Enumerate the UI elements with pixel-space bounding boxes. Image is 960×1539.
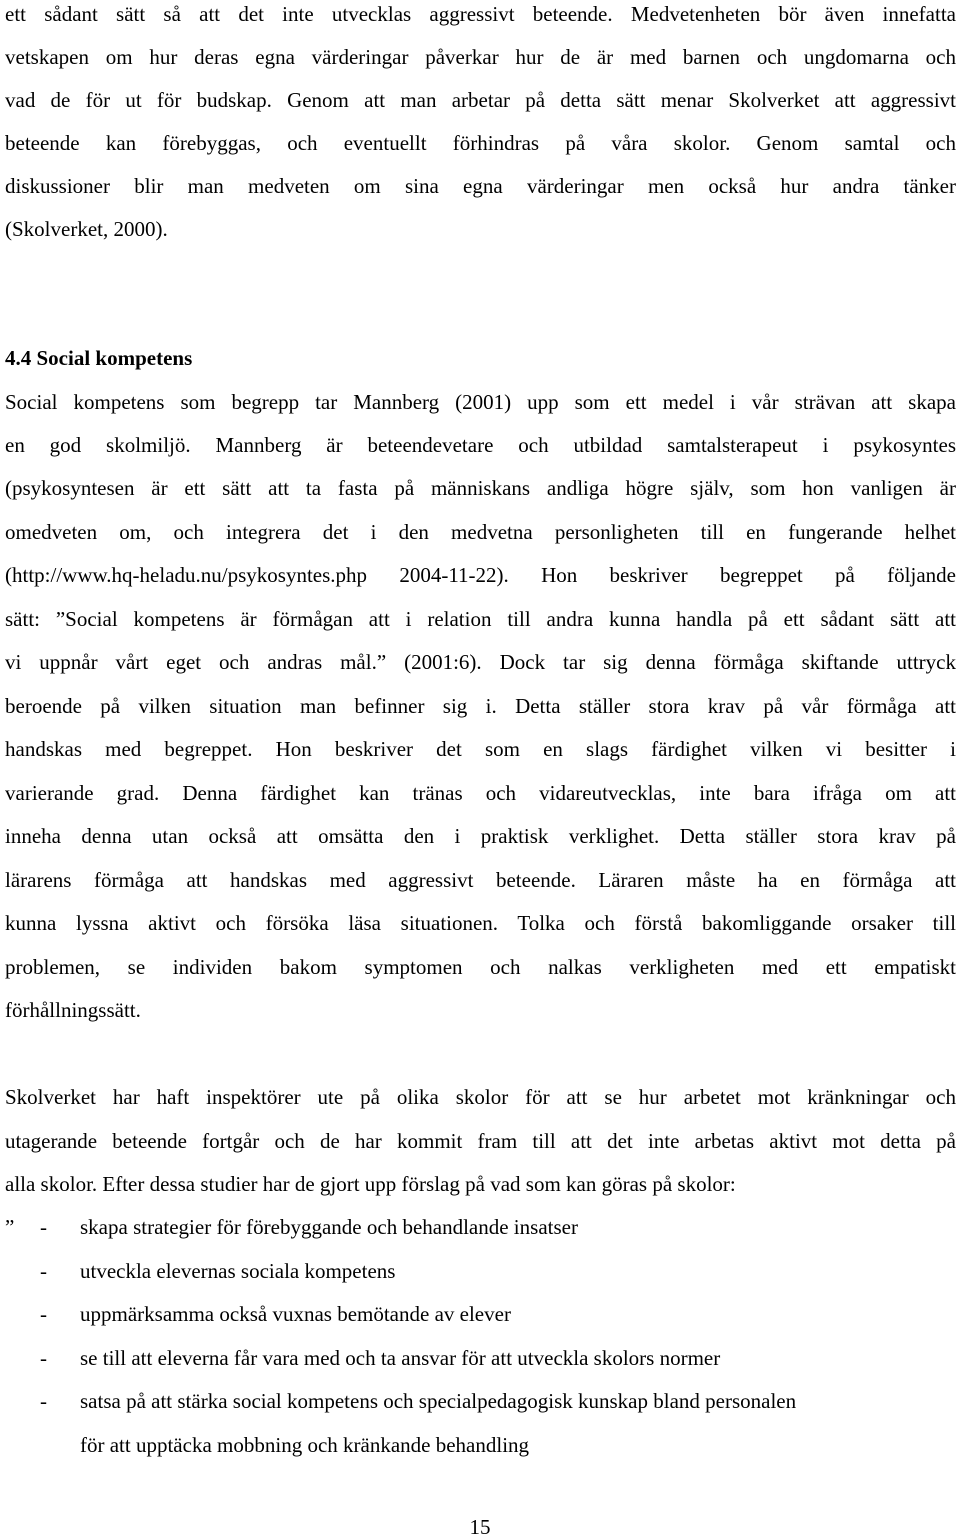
list-bullet: - [40,1259,47,1283]
text-line: en god skolmiljö. Mannberg är beteendevetare och utbildad samtalsterapeut i psykosyntes [5,433,956,457]
text-line: problemen, se individen bakom symptomen och nalkas verkligheten med ett empatiskt [5,955,956,979]
text-line: lärarens förmåga att handskas med aggressivt beteende. Läraren måste ha en förmåga att [5,868,956,892]
text-line: omedveten om, och integrera det i den medvetna personligheten till en fungerande helhet [5,520,956,544]
text-line: inneha denna utan också att omsätta den i praktisk verklighet. Detta ställer stora krav på [5,824,956,848]
list-bullet: - [40,1346,47,1370]
text-line: utagerande beteende fortgår och de har kommit fram till att det inte arbetas aktivt mot detta på [5,1129,956,1153]
list-item: satsa på att stärka social kompetens och specialpedagogisk kunskap bland personalen [80,1389,797,1413]
text-line: vad de för ut för budskap. Genom att man arbetar på detta sätt menar Skolverket att aggressivt [5,88,956,112]
text-line: (http://www.hq-heladu.nu/psykosyntes.php 2004-11-22). Hon beskriver begreppet på följande [5,563,956,587]
text-line: kunna lyssna aktivt och försöka läsa situationen. Tolka och förstå bakomliggande orsaker till [5,911,956,935]
text-line: (Skolverket, 2000). [5,217,168,241]
page-number: 15 [469,1515,491,1539]
list-item: se till att eleverna får vara med och ta ansvar för att utveckla skolors normer [80,1346,721,1370]
text-line: ett sådant sätt så att det inte utvecklas aggressivt beteende. Medvetenheten bör även innefatta [5,2,956,26]
text-line: diskussioner blir man medveten om sina egna värderingar men också hur andra tänker [5,174,956,198]
text-line: sätt: ”Social kompetens är förmågan att i relation till andra kunna handla på ett sådant sätt att [5,607,956,631]
text-line: handskas med begreppet. Hon beskriver det som en slags färdighet vilken vi besitter i [5,737,956,761]
text-line: alla skolor. Efter dessa studier har de gjort upp förslag på vad som kan göras på skolor: [5,1172,736,1196]
text-line: Social kompetens som begrepp tar Mannberg (2001) upp som ett medel i vår strävan att skapa [5,390,956,414]
text-line: beroende på vilken situation man befinner sig i. Detta ställer stora krav på vår förmåga att [5,694,956,718]
text-line: beteende kan förebyggas, och eventuellt förhindras på våra skolor. Genom samtal och [5,131,956,155]
list-bullet: - [40,1302,47,1326]
text-line: (psykosyntesen är ett sätt att ta fasta på människans andliga högre själv, som hon vanligen är [5,476,956,500]
list-bullet: - [40,1215,47,1239]
list-item: uppmärksamma också vuxnas bemötande av elever [80,1302,511,1326]
list-item-continuation: för att upptäcka mobbning och kränkande behandling [80,1433,530,1457]
text-line: vi uppnår vårt eget och andras mål.” (2001:6). Dock tar sig denna förmåga skiftande uttryck [5,650,956,674]
text-line: varierande grad. Denna färdighet kan tränas och vidareutvecklas, inte bara ifråga om att [5,781,956,805]
text-line: vetskapen om hur deras egna värderingar påverkar hur de är med barnen och ungdomarna och [5,45,956,69]
list-bullet: - [40,1389,47,1413]
text-line: Skolverket har haft inspektörer ute på olika skolor för att se hur arbetet mot kränkningar och [5,1085,956,1109]
list-item: utveckla elevernas sociala kompetens [80,1259,396,1283]
section-heading: 4.4 Social kompetens [5,346,193,370]
list-item: skapa strategier för förebyggande och behandlande insatser [80,1215,578,1239]
text-line: förhållningssätt. [5,998,141,1022]
quote-mark: ” [5,1215,15,1239]
